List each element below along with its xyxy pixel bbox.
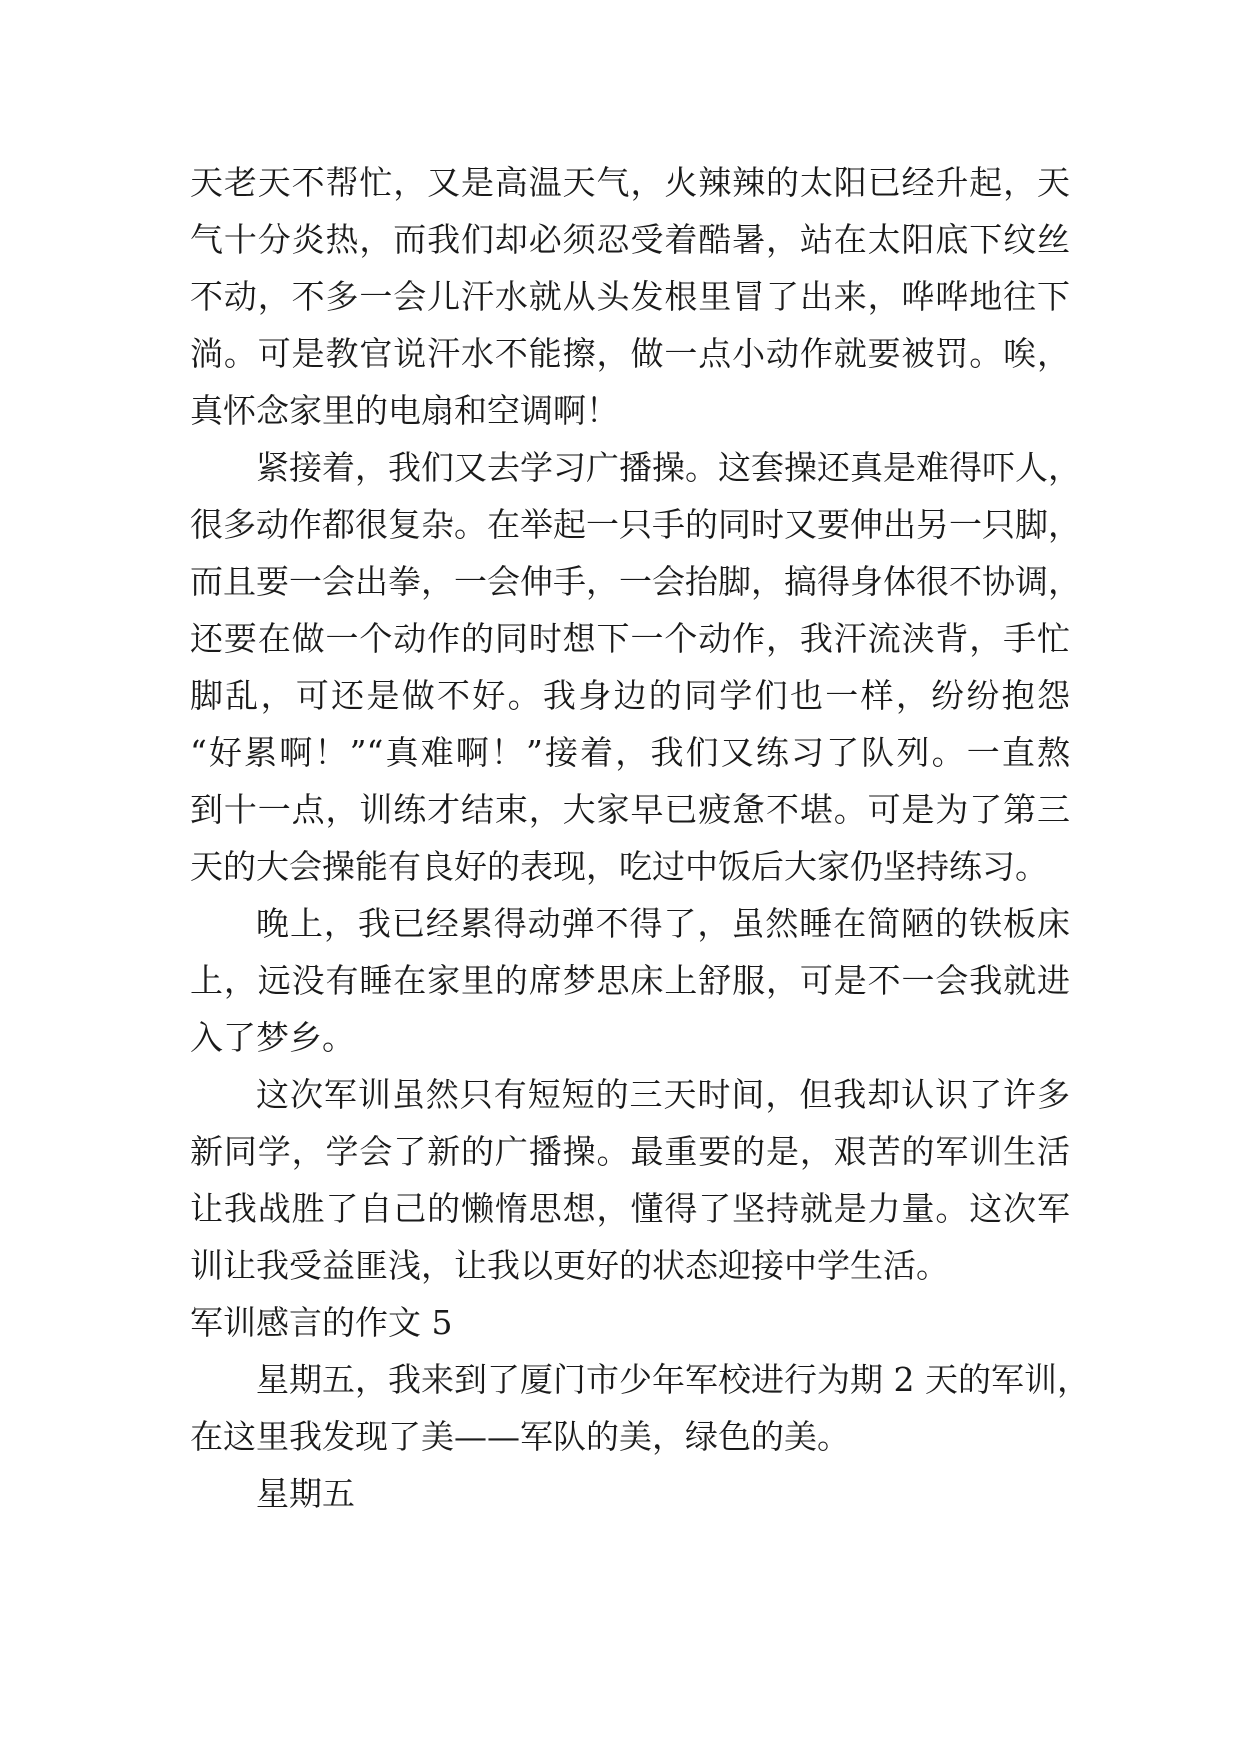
text-line: 真怀念家里的电扇和空调啊！: [190, 391, 619, 430]
text-line: 很多动作都很复杂。在举起一只手的同时又要伸出另一只脚，: [190, 505, 1081, 544]
paragraph: [190, 439, 1081, 895]
text-line: 紧接着，我们又去学习广播操。这套操还真是难得吓人，: [256, 448, 1081, 487]
paragraph: [190, 1465, 1070, 1522]
paragraph: [190, 895, 1070, 1066]
paragraph: [190, 1351, 1090, 1465]
text-line: 入了梦乡。: [190, 1018, 355, 1057]
text-line: 而且要一会出拳，一会伸手，一会抬脚，搞得身体很不协调，: [190, 562, 1081, 601]
document-body: [190, 154, 1090, 1522]
text-line: “好累啊！”“真难啊！”接着，我们又练习了队列。一直熬: [190, 733, 1070, 772]
text-line: 淌。可是教官说汗水不能擦，做一点小动作就要被罚。唉，: [190, 334, 1070, 373]
text-line: 到十一点，训练才结束，大家早已疲惫不堪。可是为了第三: [190, 790, 1070, 829]
text-line: 这次军训虽然只有短短的三天时间，但我却认识了许多: [256, 1075, 1070, 1114]
paragraph: [190, 154, 1070, 439]
text-line: 新同学，学会了新的广播操。最重要的是，艰苦的军训生活: [190, 1132, 1070, 1171]
text-line: 脚乱，可还是做不好。我身边的同学们也一样，纷纷抱怨: [190, 676, 1070, 715]
text-line: 上，远没有睡在家里的席梦思床上舒服，可是不一会我就进: [190, 961, 1070, 1000]
text-line: 晚上，我已经累得动弹不得了，虽然睡在简陋的铁板床: [256, 904, 1070, 943]
paragraph: [190, 1066, 1070, 1294]
text-line: 星期五: [256, 1474, 355, 1513]
text-line: 在这里我发现了美——军队的美，绿色的美。: [190, 1417, 850, 1456]
text-line: 让我战胜了自己的懒惰思想，懂得了坚持就是力量。这次军: [190, 1189, 1070, 1228]
text-line: 星期五，我来到了厦门市少年军校进行为期 2 天的军训，: [256, 1360, 1090, 1399]
text-line: 天老天不帮忙，又是高温天气，火辣辣的太阳已经升起，天: [190, 163, 1070, 202]
text-line: 不动，不多一会儿汗水就从头发根里冒了出来，哗哗地往下: [190, 277, 1070, 316]
text-line: 训让我受益匪浅，让我以更好的状态迎接中学生活。: [190, 1246, 949, 1285]
text-line: 气十分炎热，而我们却必须忍受着酷暑，站在太阳底下纹丝: [190, 220, 1070, 259]
text-line: 天的大会操能有良好的表现，吃过中饭后大家仍坚持练习。: [190, 847, 1048, 886]
text-line: 还要在做一个动作的同时想下一个动作，我汗流浃背，手忙: [190, 619, 1070, 658]
section-heading: 军训感言的作文 5: [190, 1303, 453, 1342]
